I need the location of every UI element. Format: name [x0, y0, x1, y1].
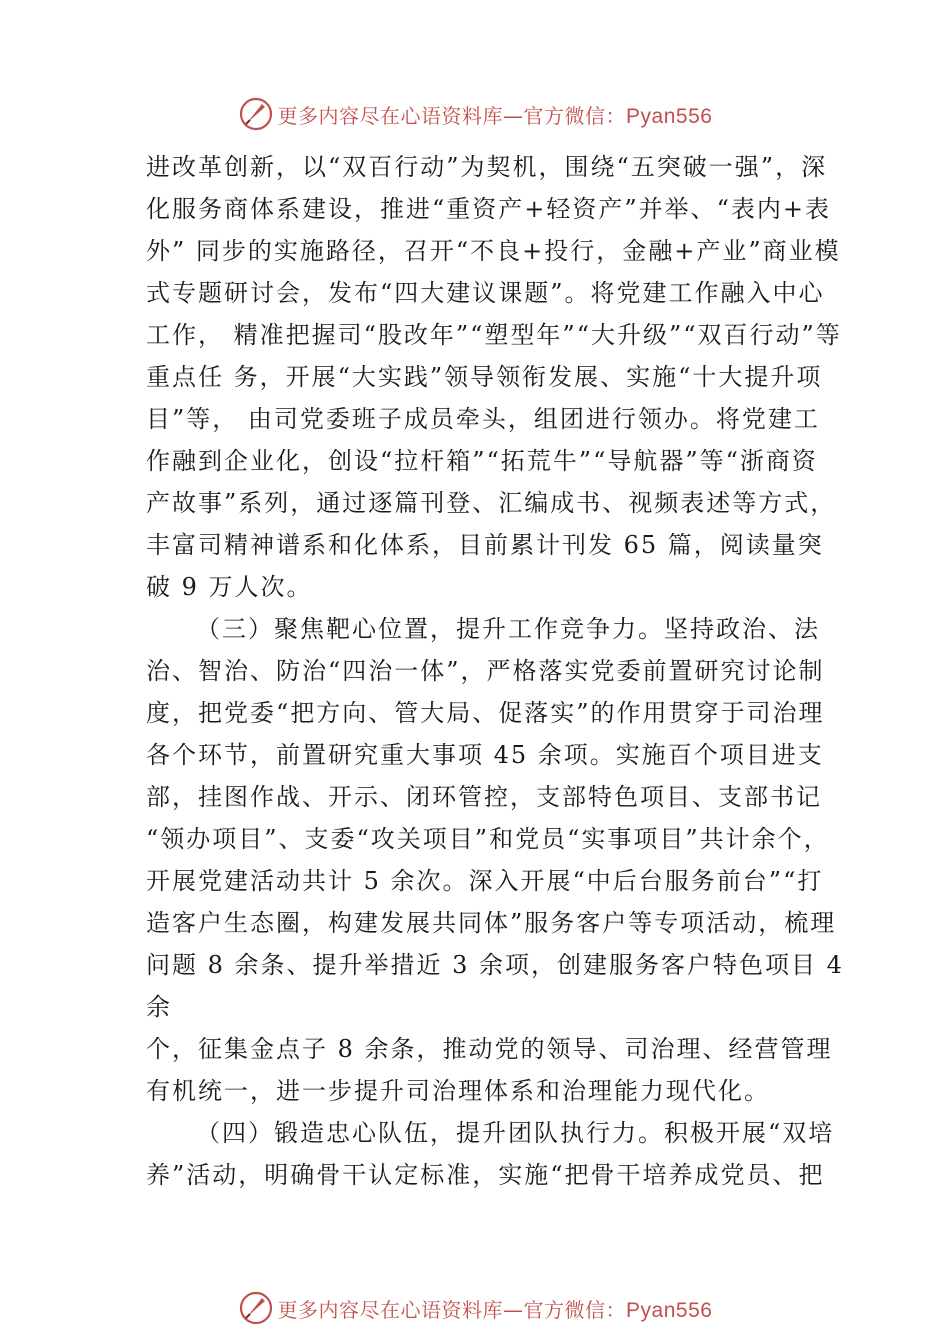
header-separator: —	[503, 103, 524, 128]
text-line: 化服务商体系建设，推进“重资产+轻资产”并举、“表内+表	[146, 195, 832, 223]
quill-pen-logo-icon	[238, 96, 274, 132]
text-line: （三）聚焦靶心位置，提升工作竞争力。坚持政治、法	[196, 615, 820, 643]
text-line: 产故事”系列，通过逐篇刊登、汇编成书、视频表述等方式，	[146, 489, 837, 517]
text-line: 养”活动，明确骨干认定标准，实施“把骨干培养成党员、把	[146, 1161, 825, 1189]
text-line: 外” 同步的实施路径，召开“不良+投行，金融+产业”商业模	[146, 237, 841, 265]
text-line: 治、智治、防治“四治一体”，严格落实党委前置研究讨论制	[146, 657, 825, 685]
header-wechat-label: 官方微信：	[523, 103, 627, 128]
text-line: 目”等， 由司党委班子成员牵头，组团进行领办。将党建工	[146, 405, 820, 433]
text-line: 工作， 精准把握司“股改年”“塑型年”“大升级”“双百行动”等	[146, 321, 842, 349]
text-line: 破 9 万人次。	[146, 573, 313, 601]
text-line: 有机统一，进一步提升司治理体系和治理能力现代化。	[146, 1077, 770, 1105]
text-line: “领办项目”、支委“攻关项目”和党员“实事项目”共计余个，	[146, 825, 830, 853]
document-body	[146, 146, 844, 1196]
quill-pen-logo-icon	[238, 1290, 274, 1326]
text-line: 开展党建活动共计 5 余次。深入开展“中后台服务前台”“打	[146, 867, 824, 895]
text-line: 各个环节，前置研究重大事项 45 余项。实施百个项目进支	[146, 741, 824, 769]
footer-banner	[0, 1288, 950, 1328]
text-line: 个，征集金点子 8 余条，推动党的领导、司治理、经营管理	[146, 1035, 833, 1063]
footer-wechat-id: Pyan556	[626, 1298, 713, 1322]
header-wechat-id: Pyan556	[626, 104, 713, 128]
text-line: 进改革创新，以“双百行动”为契机，围绕“五突破一强”，深	[146, 153, 828, 181]
header-text	[278, 100, 713, 129]
footer-brand: 更多内容尽在心语资料库	[277, 1297, 504, 1322]
text-line: （四）锻造忠心队伍，提升团队执行力。积极开展“双培	[196, 1119, 835, 1147]
header-brand: 更多内容尽在心语资料库	[277, 103, 504, 128]
header-banner	[0, 94, 950, 134]
text-line: 式专题研讨会，发布“四大建议课题”。将党建工作融入中心	[146, 279, 825, 307]
text-line: 问题 8 余条、提升举措近 3 余项，创建服务客户特色项目 4	[146, 951, 844, 979]
footer-wechat-label: 官方微信：	[523, 1297, 627, 1322]
text-line: 余	[146, 993, 172, 1021]
footer-text	[278, 1294, 713, 1323]
text-line: 丰富司精神谱系和化体系，目前累计刊发 65 篇，阅读量突	[146, 531, 824, 559]
text-line: 度，把党委“把方向、管大局、促落实”的作用贯穿于司治理	[146, 699, 825, 727]
text-line: 部，挂图作战、开示、闭环管控，支部特色项目、支部书记	[146, 783, 822, 811]
text-line: 造客户生态圈，构建发展共同体”服务客户等专项活动，梳理	[146, 909, 837, 937]
text-line: 重点任 务，开展“大实践”领导领衔发展、实施“十大提升项	[146, 363, 823, 391]
text-line: 作融到企业化，创设“拉杆箱”“拓荒牛”“导航器”等“浙商资	[146, 447, 818, 475]
footer-separator: —	[503, 1297, 524, 1322]
